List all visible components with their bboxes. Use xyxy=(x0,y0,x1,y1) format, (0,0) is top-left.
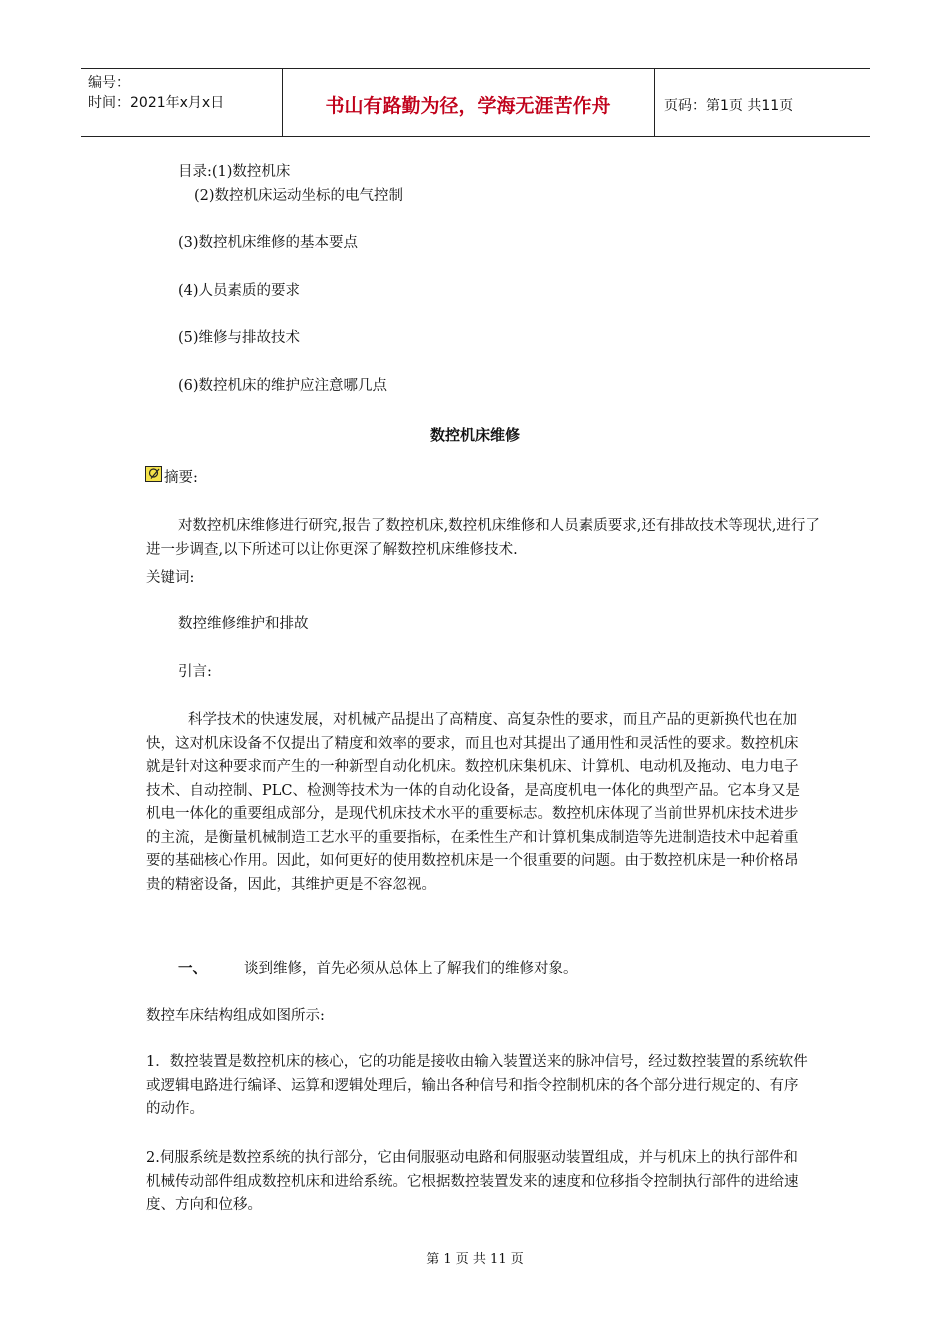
header-top-rule xyxy=(81,68,870,69)
toc-item: 目录:(1)数控机床 xyxy=(178,164,291,180)
document-title: 数控机床维修 xyxy=(429,426,520,444)
structure-intro: 数控车床结构组成如图所示: xyxy=(146,1008,325,1024)
toc-item: (2)数控机床运动坐标的电气控制 xyxy=(194,188,404,204)
toc-item: (5)维修与排故技术 xyxy=(178,330,301,346)
toc-item: (3)数控机床维修的基本要点 xyxy=(178,235,359,251)
paragraph-cnc-device: 1．数控装置是数控机床的核心，它的功能是接收由输入装置送来的脉冲信号，经过数控装置的系统软件或逻辑电路进行编译、运算和逻辑处理后，输出各种信号和指令控制机床的各个部分进行规定的、有序的动作。 xyxy=(146,1054,808,1117)
header-divider-right xyxy=(654,68,655,136)
section-heading: 谈到维修，首先必须从总体上了解我们的维修对象。 xyxy=(244,961,578,977)
abstract-text: 对数控机床维修进行研究,报告了数控机床,数控机床维修和人员素质要求,还有排故技术等现状,进行了进一步调查,以下所述可以让你更深了解数控机床维修技术. xyxy=(146,518,820,558)
header-date-label: 时间：2021年x月x日 xyxy=(88,95,225,111)
page-footer: 第 1 页 共 11 页 xyxy=(426,1252,524,1267)
paragraph-servo-system: 2.伺服系统是数控系统的执行部分，它由伺服驱动电路和伺服驱动装置组成，并与机床上的执行部件和机械传动部件组成数控机床和进给系统。它根据数控装置发来的速度和位移指令控制执行部件的进给速度、方向和位移。 xyxy=(146,1150,799,1213)
header-page-info: 页码：第1页 共11页 xyxy=(664,98,794,114)
header-number-label: 编号： xyxy=(88,75,130,91)
note-icon xyxy=(145,466,162,482)
header-motto: 书山有路勤为径，学海无涯苦作舟 xyxy=(325,95,611,117)
keywords-label: 关键词: xyxy=(146,570,195,586)
intro-label: 引言: xyxy=(178,664,212,680)
toc-item: (6)数控机床的维护应注意哪几点 xyxy=(178,378,388,394)
header-bottom-rule xyxy=(81,136,870,137)
section-number: 一、 xyxy=(178,960,207,977)
intro-text: 科学技术的快速发展，对机械产品提出了高精度、高复杂性的要求，而且产品的更新换代也在加快，这对机床设备不仅提出了精度和效率的要求，而且也对其提出了通用性和灵活性的要求。数控机床就是针对这种要求而产生的一种新型自动化机床。数控机床集机床、计算机、电动机及拖动、电力电子技术、自动控制、PLC、检测等技术为一体的自动化设备，是高度机电一体化的典型产品。它本身又是机电一体化的重要组成部分，是现代机床技术水平的重要标志。数控机床体现了当前世界机床技术进步的主流，是衡量机械制造工艺水平的重要指标，在柔性生产和计算机集成制造等先进制造技术中起着重要的基础核心作用。因此，如何更好的使用数控机床是一个很重要的问题。由于数控机床是一种价格昂贵的精密设备，因此，其维护更是不容忽视。 xyxy=(146,712,800,893)
keywords-text: 数控维修维护和排故 xyxy=(178,616,309,632)
abstract-label: 摘要: xyxy=(164,470,198,486)
toc-item: (4)人员素质的要求 xyxy=(178,283,301,299)
